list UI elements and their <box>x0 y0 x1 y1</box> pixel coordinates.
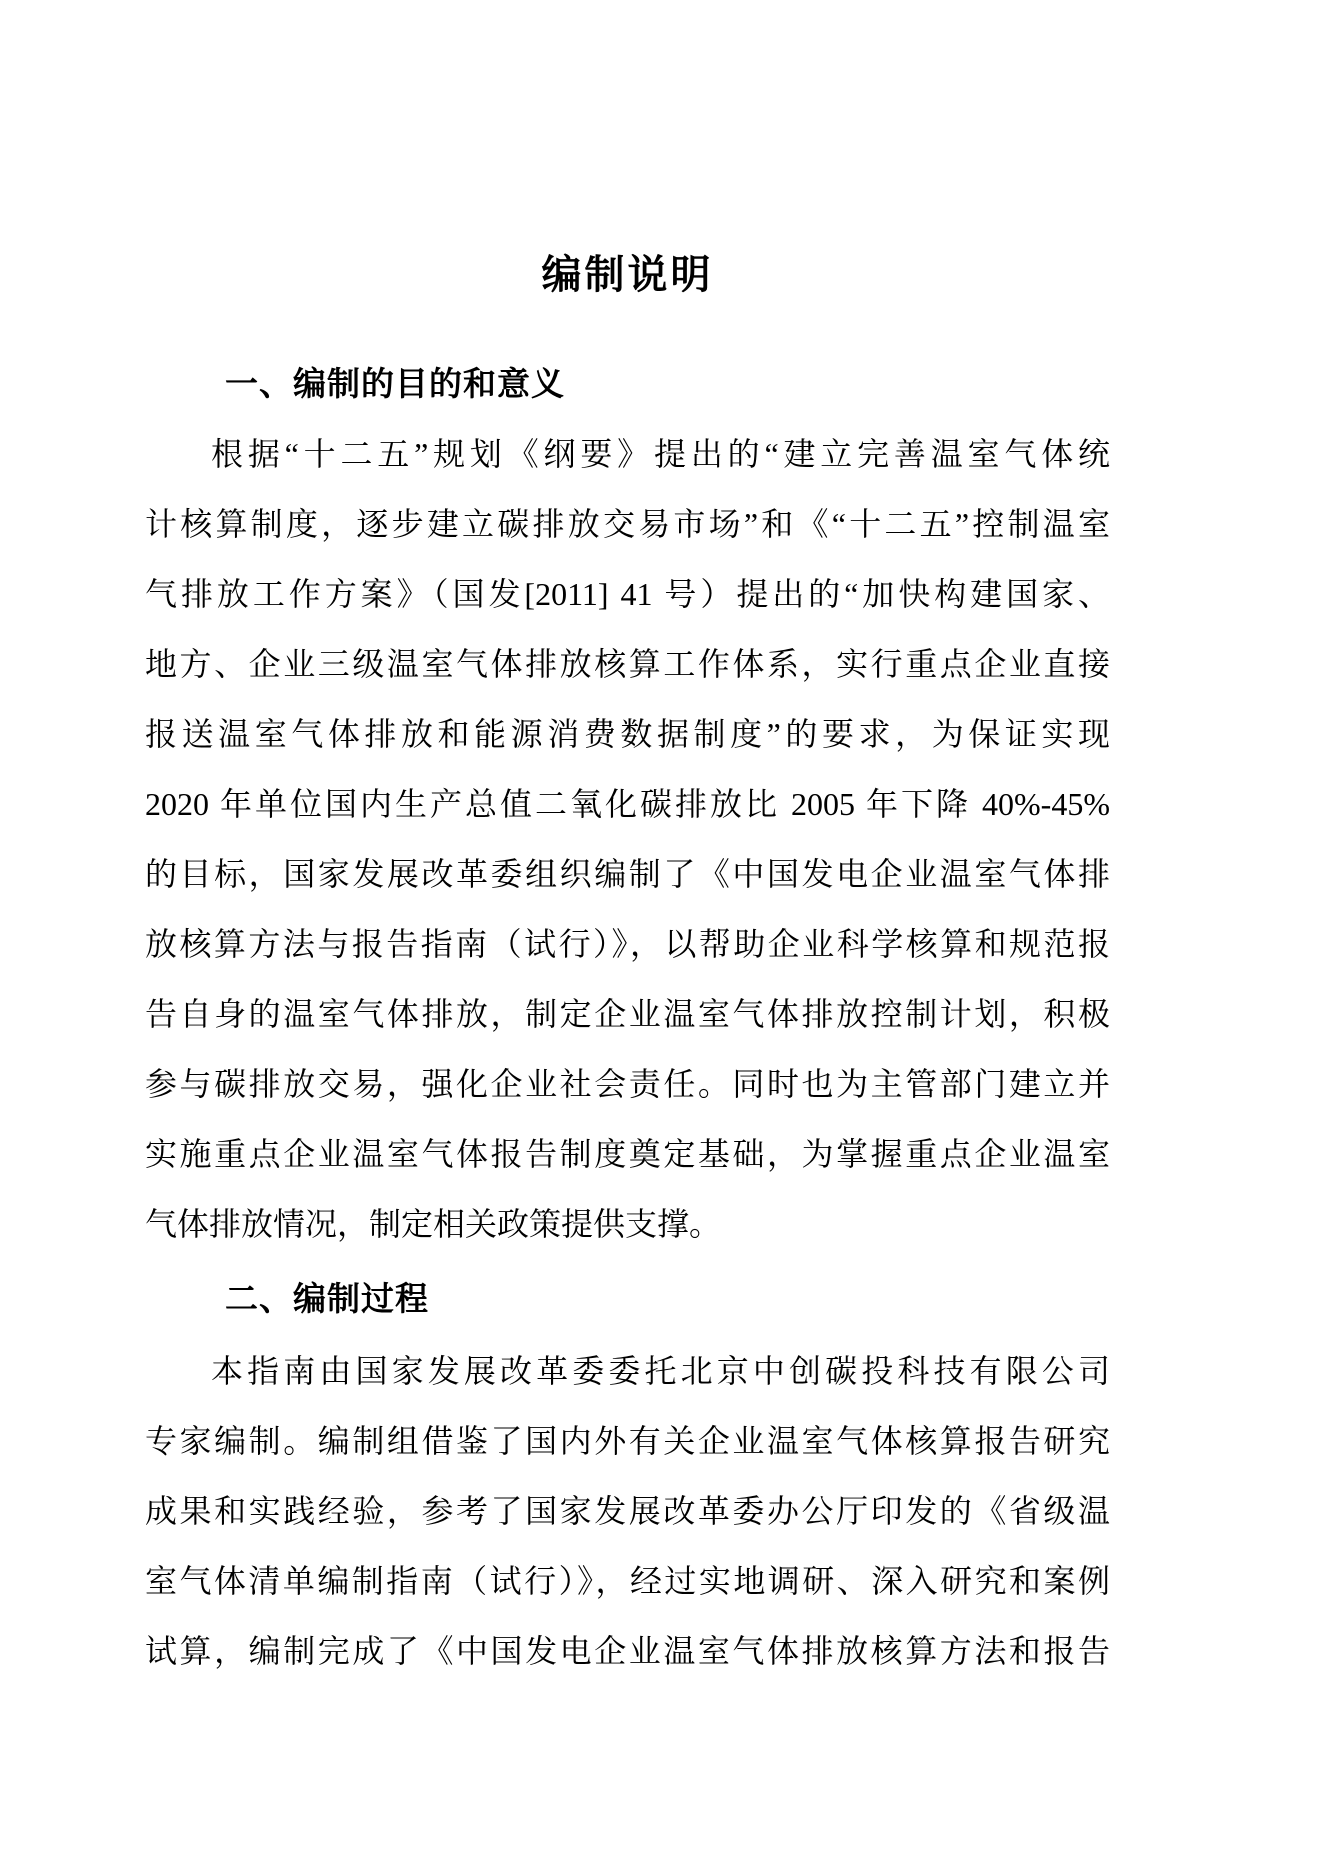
section-purpose <box>145 364 1110 1259</box>
text-line: 本指南由国家发展改革委委托北京中创碳投科技有限公司 <box>211 1353 1110 1389</box>
text-line: 实施重点企业温室气体报告制度奠定基础，为掌握重点企业温室 <box>145 1136 1110 1172</box>
section-purpose-paragraph <box>145 419 1110 1259</box>
text-line: 的目标，国家发展改革委组织编制了《中国发电企业温室气体排 <box>145 856 1110 892</box>
section-purpose-heading: 一、编制的目的和意义 <box>225 365 565 402</box>
section-process-paragraph <box>145 1336 1110 1686</box>
section-process-heading: 二、编制过程 <box>225 1280 429 1317</box>
text-line: 气体排放情况，制定相关政策提供支撑。 <box>145 1206 722 1242</box>
text-line: 专家编制。编制组借鉴了国内外有关企业温室气体核算报告研究 <box>145 1423 1110 1459</box>
text-line: 报送温室气体排放和能源消费数据制度”的要求，为保证实现 <box>145 716 1110 752</box>
document-title: 编制说明 <box>541 253 714 297</box>
text-line: 成果和实践经验，参考了国家发展改革委办公厅印发的《省级温 <box>145 1493 1110 1529</box>
text-line: 试算，编制完成了《中国发电企业温室气体排放核算方法和报告 <box>145 1633 1110 1669</box>
text-line: 根据“十二五”规划《纲要》提出的“建立完善温室气体统 <box>211 436 1110 472</box>
text-line: 2020 年单位国内生产总值二氧化碳排放比 2005 年下降 40%-45% <box>145 786 1110 822</box>
text-line: 地方、企业三级温室气体排放核算工作体系，实行重点企业直接 <box>145 646 1110 682</box>
document-content <box>145 0 1110 1686</box>
section-process <box>145 1279 1110 1686</box>
text-line: 气排放工作方案》（国发[2011] 41 号）提出的“加快构建国家、 <box>145 576 1110 612</box>
text-line: 计核算制度，逐步建立碳排放交易市场”和《“十二五”控制温室 <box>145 506 1110 542</box>
text-line: 室气体清单编制指南（试行）》，经过实地调研、深入研究和案例 <box>145 1563 1110 1599</box>
text-line: 告自身的温室气体排放，制定企业温室气体排放控制计划，积极 <box>145 996 1110 1032</box>
text-line: 参与碳排放交易，强化企业社会责任。同时也为主管部门建立并 <box>145 1066 1110 1102</box>
text-line: 放核算方法与报告指南（试行）》，以帮助企业科学核算和规范报 <box>145 926 1110 962</box>
